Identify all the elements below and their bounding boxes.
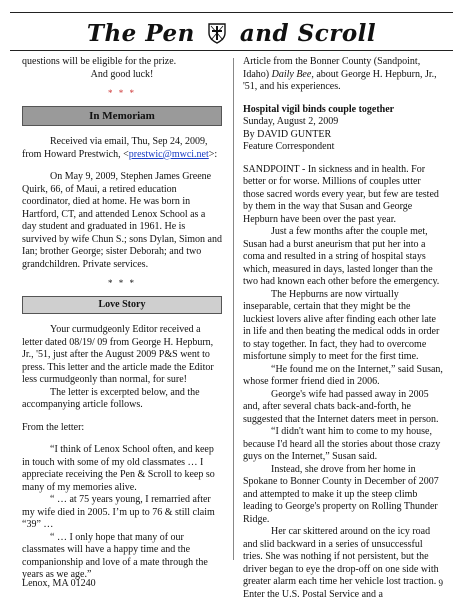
masthead-bottom-rule	[10, 50, 453, 51]
section-separator: * * *	[108, 88, 136, 98]
article-paragraph: George's wife had passed away in 2005 and, after several chats back-and-forth, he suggested that the Internet daters meet in person.	[243, 388, 439, 425]
article-paragraph: Instead, she drove from her home in Spokane to Bonner County in December of 2007 and attempted to make it up the steep climb leading to George's property on Rolling Thunder Ridge.	[243, 463, 439, 525]
letter-quote: “ … at 75 years young, I remarried after my wife died in 2005. I’m up to 76 & still claim “39” …	[22, 494, 215, 530]
masthead-title-right: and Scroll	[239, 20, 377, 47]
good-luck-text: And good luck!	[90, 68, 154, 80]
left-column	[22, 56, 222, 582]
page-number: 9	[438, 578, 443, 588]
article-headline: Hospital vigil binds couple together	[243, 103, 395, 115]
newspaper-name: Daily Bee	[271, 68, 312, 80]
letter-quote: “I think of Lenox School often, and keep in touch with some of my old classmates … I appreciate receiving the Pen & Scroll to keep so many of my memories alive.	[22, 444, 215, 493]
column-divider	[233, 58, 234, 560]
article-intro	[243, 56, 443, 94]
masthead-top-rule	[10, 12, 453, 13]
love-story-heading: Love Story	[22, 296, 222, 315]
article-intro-text: , about George H. Hepburn, Jr., '51, and his experiences.	[243, 68, 437, 92]
memoriam-intro-text: Received via email, Thu, Sep 24, 2009, from Howard Prestwich,	[22, 136, 208, 160]
crest-icon	[207, 22, 227, 44]
masthead-title-left: The Pen	[86, 20, 195, 47]
article-paragraph: “I didn't want him to come to my house, because I'd heard all the stories about those crazy guys on the Internet,” Susan said.	[243, 426, 441, 462]
love-story-paragraph: The letter is excerpted below, and the accompanying article follows.	[22, 386, 200, 410]
footer-location: Lenox, MA 01240	[22, 578, 96, 589]
article-paragraph: Her car skittered around on the icy road and slid backward in a series of unsuccessful tries. She was nothing if not persistent, but the driver began to eye the drop-off on one side with greater alarm each time her vehicle lost traction. Enter the U.S. Postal Service and a	[243, 526, 439, 600]
email-link[interactable]: prestwic@mwci.net	[128, 148, 209, 160]
article-intro-text: Article from the Bonner County (Sandpoint, Idaho)	[243, 56, 421, 80]
continued-text: questions will be eligible for the prize.	[22, 56, 177, 67]
article-paragraph: “He found me on the Internet,” said Susan, whose former friend died in 2006.	[243, 363, 443, 387]
masthead	[0, 6, 463, 56]
from-letter-label: From the letter:	[22, 421, 85, 433]
memoriam-intro: Received via email, Thu, Sep 24, 2009, from Howard Prestwich, <prestwic@mwci.net>:	[22, 136, 218, 160]
right-column	[243, 56, 443, 601]
article-dateline: Sunday, August 2, 2009	[243, 116, 339, 127]
article-role: Feature Correspondent	[243, 141, 335, 152]
masthead-title	[0, 20, 463, 47]
memoriam-body: On May 9, 2009, Stephen James Greene Quirk, 66, of Maui, a retired education coordinator, died at home. He was born in Hartford, CT, and attended Lenox School as a day student and graduated in 1961. He is survived by wife Chun S.; sons Dylan, Simon and Ian; brother George; sister Deborah; and two grandchildren. Private services.	[22, 171, 222, 270]
article-paragraph: SANDPOINT - In sickness and in health. For better or for worse. Millions of couples utter those sacred words every year, but few are tested by them in the way that Susan and George Hepburn have been over the past year.	[243, 163, 439, 225]
section-separator: * * *	[108, 278, 136, 288]
article-byline: By DAVID GUNTER	[243, 128, 332, 140]
love-story-paragraph: Your curmudgeonly Editor received a letter dated 08/19/ 09 from George H. Hepburn, Jr., '51, just after the August 2009 P&S went to press. This letter and the article made the Editor less curmudgeonly than normal, for sure!	[22, 324, 214, 385]
article-paragraph: Just a few months after the couple met, Susan had a burst aneurism that put her into a coma and resulted in a string of hospital stays which, measured in days, lasted longer than the two had known each other before the emergency.	[243, 226, 440, 287]
letter-quote: “ … I only hope that many of our classmates will have a happy time and the companionship and love of a mate through the years as we age.”	[22, 531, 208, 580]
in-memoriam-heading: In Memoriam	[22, 106, 222, 127]
article-paragraph: The Hepburns are now virtually inseparable, certain that they might be the luckiest lovers alive after finding each other late in life and then beating the medical odds in order to stay together. In fact, they had to overcome misfortune simply to meet for the first time.	[243, 288, 440, 362]
